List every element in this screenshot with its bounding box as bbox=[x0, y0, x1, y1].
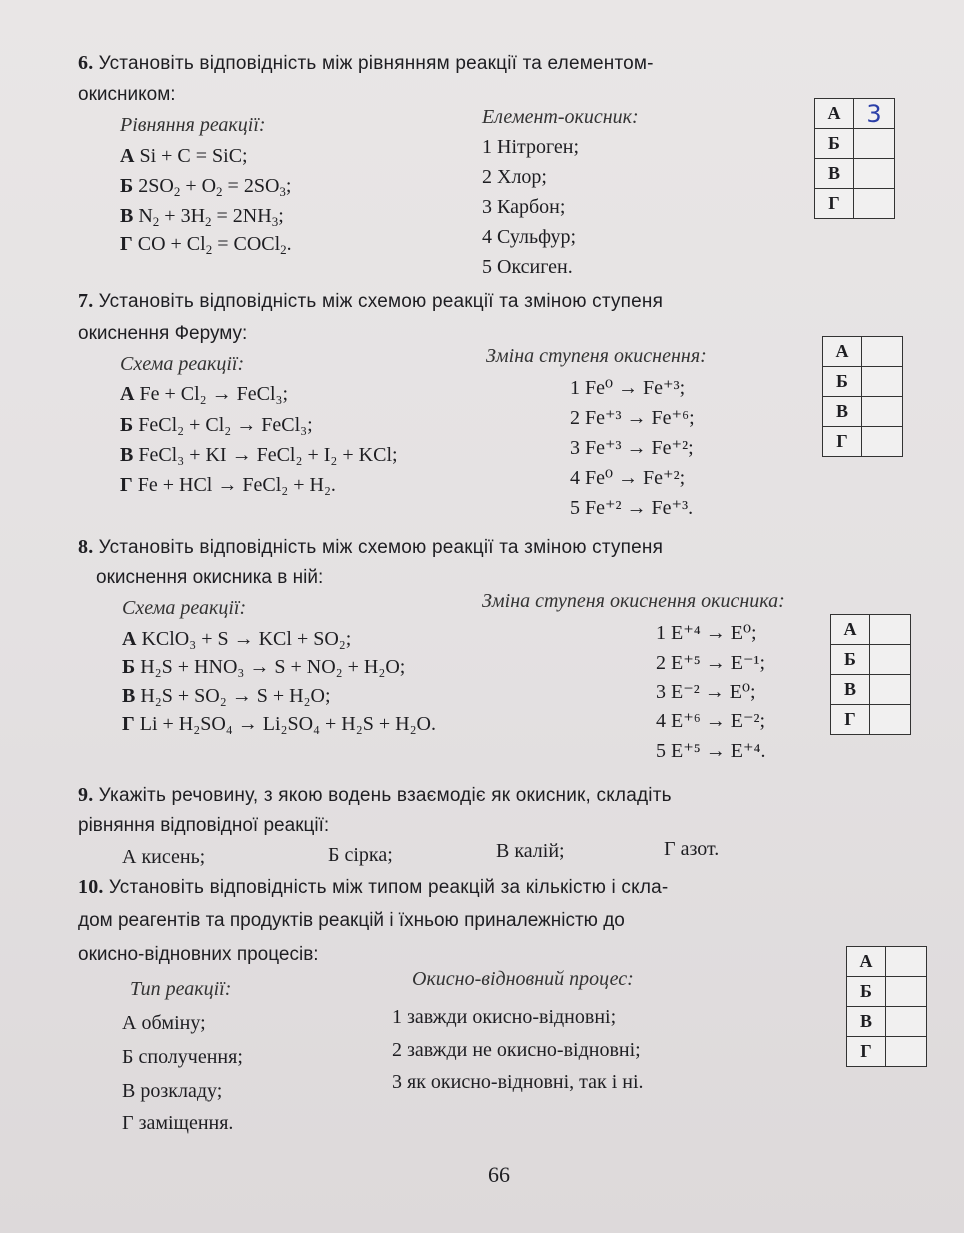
q9-option-b[interactable]: Б сірка; bbox=[328, 844, 393, 866]
q6-b-part: + O bbox=[185, 175, 217, 197]
q6-answer-cell-v[interactable] bbox=[854, 159, 895, 189]
q6-b-part: 2SO bbox=[138, 175, 174, 197]
q8-answer-cell-v[interactable] bbox=[870, 675, 911, 705]
q9-title-cont: рівняння відповідної реакції: bbox=[78, 815, 330, 836]
q10-title-cont: дом реагентів та продуктів реакцій і їхньою приналежністю до bbox=[78, 910, 625, 931]
q8-left-header: Схема реакції: bbox=[122, 597, 247, 619]
q6-b-part: ; bbox=[285, 175, 292, 197]
q8-letter-b: Б bbox=[122, 656, 136, 678]
q8-answer-grid bbox=[830, 614, 911, 735]
q6-right-1: 1 Нітроген; bbox=[482, 136, 580, 158]
q8-grid-letter: В bbox=[831, 675, 870, 705]
q7-option-a-text: Fe + Cl₂ → FeCl₃; bbox=[139, 383, 289, 405]
q6-option-b bbox=[120, 175, 291, 200]
q9-title bbox=[78, 784, 672, 807]
q6-grid-letter: Г bbox=[815, 189, 854, 219]
q6-title-text: Установіть відповідність між рівнянням реакції та елементом- bbox=[98, 53, 654, 74]
q7-title-cont: окиснення Феруму: bbox=[78, 323, 248, 344]
q6-grid-letter: Б bbox=[815, 129, 854, 159]
q10-right-header: Окисно-відновний процес: bbox=[412, 968, 634, 990]
q6-v-part: N bbox=[138, 205, 153, 227]
q7-option-a bbox=[120, 383, 288, 406]
q7-letter-a: А bbox=[120, 383, 135, 405]
q8-option-a-text: KClO₃ + S → KCl + SO₂; bbox=[141, 628, 352, 650]
q6-option-b-letter: Б bbox=[120, 175, 134, 197]
q6-v-part: ; bbox=[278, 205, 284, 227]
q7-option-g-text: Fe + HCl → FeCl₂ + H₂. bbox=[137, 474, 336, 496]
q8-right-header: Зміна ступеня окиснення окисника: bbox=[482, 590, 785, 612]
q8-answer-cell-g[interactable] bbox=[870, 705, 911, 735]
q8-option-v bbox=[122, 685, 331, 708]
q7-letter-b: Б bbox=[120, 414, 134, 436]
q8-option-a bbox=[122, 628, 351, 651]
q7-grid-letter: В bbox=[823, 397, 862, 427]
q7-grid-letter: Г bbox=[823, 427, 862, 457]
q6-right-header: Елемент-окисник: bbox=[482, 106, 639, 128]
q8-title-text: Установіть відповідність між схемою реакції та зміною ступеня bbox=[98, 537, 664, 558]
q6-b-sub: 2 bbox=[216, 184, 223, 199]
q8-right-3: 3 E⁻² → E⁰; bbox=[656, 681, 756, 703]
q8-grid-letter: Б bbox=[831, 645, 870, 675]
q10-right-3: 3 як окисно-відновні, так і ні. bbox=[392, 1071, 644, 1093]
q6-title bbox=[78, 52, 654, 75]
q9-option-v[interactable]: В калій; bbox=[496, 840, 565, 862]
q6-option-v bbox=[120, 205, 284, 230]
q6-right-2: 2 Хлор; bbox=[482, 166, 547, 188]
q10-right-1: 1 завжди окисно-відновні; bbox=[392, 1006, 617, 1028]
q6-g-sub: 2 bbox=[280, 242, 287, 257]
q10-option-g: Г заміщення. bbox=[122, 1112, 234, 1134]
q10-grid-letter: А bbox=[847, 947, 886, 977]
q6-g-part: = COCl bbox=[217, 233, 281, 255]
q8-option-b-text: H₂S + HNO₃ → S + NO₂ + H₂O; bbox=[140, 656, 406, 678]
q8-letter-v: В bbox=[122, 685, 136, 707]
q10-number: 10. bbox=[78, 876, 104, 898]
q7-answer-cell-v[interactable] bbox=[862, 397, 903, 427]
q6-v-part: = 2NH bbox=[216, 205, 272, 227]
q6-b-sub: 3 bbox=[279, 184, 286, 199]
q10-right-2: 2 завжди не окисно-відновні; bbox=[392, 1039, 641, 1061]
q10-answer-cell-b[interactable] bbox=[886, 977, 927, 1007]
q6-v-sub: 2 bbox=[205, 214, 212, 229]
q7-answer-cell-g[interactable] bbox=[862, 427, 903, 457]
q10-left-header: Тип реакції: bbox=[130, 978, 232, 1000]
q10-title-cont2: окисно-відновних процесів: bbox=[78, 944, 319, 965]
q6-right-3: 3 Карбон; bbox=[482, 196, 566, 218]
q10-grid-letter: Г bbox=[847, 1037, 886, 1067]
q7-letter-g: Г bbox=[120, 474, 133, 496]
q7-letter-v: В bbox=[120, 444, 134, 466]
q10-title-text: Установіть відповідність між типом реакцій за кількістю і скла- bbox=[108, 877, 669, 898]
q7-option-v bbox=[120, 444, 398, 467]
q9-number: 9. bbox=[78, 784, 94, 806]
q8-title-cont: окиснення окисника в ній: bbox=[96, 567, 324, 588]
q10-answer-cell-a[interactable] bbox=[886, 947, 927, 977]
q6-v-sub: 3 bbox=[271, 214, 279, 229]
q6-right-5: 5 Оксиген. bbox=[482, 256, 573, 278]
q8-number: 8. bbox=[78, 536, 94, 558]
q7-right-3: 3 Fe⁺³ → Fe⁺²; bbox=[570, 437, 694, 459]
q10-grid-letter: Б bbox=[847, 977, 886, 1007]
q7-answer-cell-b[interactable] bbox=[862, 367, 903, 397]
q8-right-5: 5 E⁺⁵ → E⁺⁴. bbox=[656, 740, 766, 762]
page-number: 66 bbox=[488, 1162, 510, 1187]
q6-option-g-letter: Г bbox=[120, 233, 133, 255]
q8-option-g-text: Li + H₂SO₄ → Li₂SO₄ + H₂S + H₂O. bbox=[139, 713, 436, 735]
q7-right-header: Зміна ступеня окиснення: bbox=[486, 345, 707, 367]
q6-option-v-letter: В bbox=[120, 205, 134, 227]
q8-right-2: 2 E⁺⁵ → E⁻¹; bbox=[656, 652, 766, 674]
q6-b-sub: 2 bbox=[173, 184, 181, 199]
q6-grid-letter: В bbox=[815, 159, 854, 189]
q7-option-v-text: FeCl₃ + KI → FeCl₂ + I₂ + KCl; bbox=[138, 444, 398, 466]
q7-title bbox=[78, 290, 663, 313]
q6-g-part: . bbox=[286, 233, 292, 255]
q8-title bbox=[78, 536, 663, 559]
q8-option-g bbox=[122, 713, 436, 736]
q6-answer-cell-b[interactable] bbox=[854, 129, 895, 159]
q10-title bbox=[78, 876, 668, 899]
q7-grid-letter: Б bbox=[823, 367, 862, 397]
q7-right-5: 5 Fe⁺² → Fe⁺³. bbox=[570, 497, 694, 519]
q9-option-g[interactable]: Г азот. bbox=[664, 838, 720, 860]
q6-answer-grid bbox=[814, 98, 895, 219]
q6-title-cont: окисником: bbox=[78, 84, 176, 105]
q7-option-g bbox=[120, 474, 336, 497]
q7-option-b bbox=[120, 414, 313, 437]
q10-answer-grid bbox=[846, 946, 927, 1067]
q6-b-part: = 2SO bbox=[227, 175, 280, 197]
q7-grid-letter: А bbox=[823, 337, 862, 367]
q7-left-header: Схема реакції: bbox=[120, 353, 245, 375]
q6-v-part: + 3H bbox=[164, 205, 206, 227]
q6-left-header: Рівняння реакції: bbox=[120, 114, 266, 136]
q7-right-2: 2 Fe⁺³ → Fe⁺⁶; bbox=[570, 407, 695, 429]
q6-option-a-text: Si + C = SiC; bbox=[139, 145, 248, 167]
q8-option-v-text: H₂S + SO₂ → S + H₂O; bbox=[140, 685, 331, 707]
q6-v-sub: 2 bbox=[152, 214, 160, 229]
q7-title-text: Установіть відповідність між схемою реакції та зміною ступеня bbox=[98, 291, 664, 312]
q8-answer-cell-b[interactable] bbox=[870, 645, 911, 675]
q6-grid-letter: А bbox=[815, 99, 854, 129]
q8-letter-a: А bbox=[122, 628, 137, 650]
q6-option-a bbox=[120, 145, 248, 168]
q10-answer-cell-g[interactable] bbox=[886, 1037, 927, 1067]
q8-right-4: 4 E⁺⁶ → E⁻²; bbox=[656, 710, 766, 732]
q6-answer-cell-a[interactable]: 3 bbox=[854, 99, 895, 129]
q6-option-a-letter: А bbox=[120, 145, 135, 167]
q7-right-4: 4 Fe⁰ → Fe⁺²; bbox=[570, 467, 686, 489]
q9-title-text: Укажіть речовину, з якою водень взаємодіє як окисник, складіть bbox=[98, 785, 672, 806]
q10-grid-letter: В bbox=[847, 1007, 886, 1037]
q6-option-g bbox=[120, 233, 292, 258]
q8-letter-g: Г bbox=[122, 713, 135, 735]
q7-answer-cell-a[interactable] bbox=[862, 337, 903, 367]
q6-g-part: CO + Cl bbox=[137, 233, 206, 255]
q7-answer-grid bbox=[822, 336, 903, 457]
q6-answer-cell-g[interactable] bbox=[854, 189, 895, 219]
q8-answer-cell-a[interactable] bbox=[870, 615, 911, 645]
q8-right-1: 1 E⁺⁴ → E⁰; bbox=[656, 622, 757, 644]
q10-answer-cell-v[interactable] bbox=[886, 1007, 927, 1037]
q8-option-b bbox=[122, 656, 405, 679]
q6-right-4: 4 Сульфур; bbox=[482, 226, 577, 248]
q9-option-a[interactable]: А кисень; bbox=[122, 846, 206, 868]
q10-option-v: В розкладу; bbox=[122, 1080, 223, 1102]
q10-option-a: А обміну; bbox=[122, 1012, 206, 1034]
q7-right-1: 1 Fe⁰ → Fe⁺³; bbox=[570, 377, 686, 399]
q7-number: 7. bbox=[78, 290, 94, 312]
q8-grid-letter: А bbox=[831, 615, 870, 645]
q6-g-sub: 2 bbox=[205, 242, 213, 257]
q8-grid-letter: Г bbox=[831, 705, 870, 735]
q6-number: 6. bbox=[78, 52, 94, 74]
q10-option-b: Б сполучення; bbox=[122, 1046, 243, 1068]
q7-option-b-text: FeCl₂ + Cl₂ → FeCl₃; bbox=[138, 414, 313, 436]
